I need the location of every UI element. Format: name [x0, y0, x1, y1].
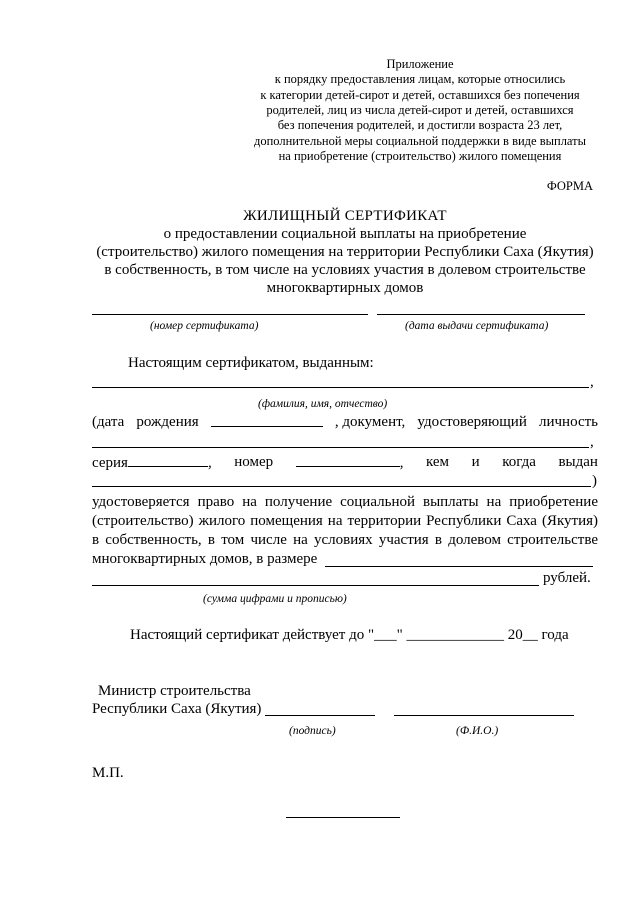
- signatory-line-2: Республики Саха (Якутия): [92, 701, 262, 717]
- series-group: [92, 454, 212, 472]
- number-label: номер: [234, 454, 274, 470]
- document-line[interactable]: [92, 447, 589, 448]
- birth-document-row: [92, 414, 598, 431]
- title-main: ЖИЛИЩНЫЙ СЕРТИФИКАТ: [243, 208, 447, 224]
- issued-by-line[interactable]: [92, 486, 591, 487]
- issued-to-text: Настоящим сертификатом, выданным:: [128, 355, 374, 371]
- birth-word-4: удостоверяющий: [417, 414, 527, 430]
- appendix-line: родителей, лиц из числа детей-сирот и детей, оставшихся: [266, 103, 574, 117]
- number-field[interactable]: [296, 454, 400, 467]
- number-comma: ,: [399, 455, 404, 471]
- signatory-line-1: Министр строительства: [98, 683, 251, 699]
- appendix-line: Приложение: [386, 57, 454, 71]
- issue-date-line[interactable]: [377, 314, 585, 315]
- title-line: многоквартирных домов: [266, 280, 424, 296]
- number-group: [296, 454, 404, 472]
- right-paragraph-line: (строительство) жилого помещения на территории Республики Саха (Якутия): [92, 513, 598, 529]
- series-number-row: [92, 454, 598, 472]
- title-line: о предоставлении социальной выплаты на приобретение: [163, 226, 527, 242]
- series-field[interactable]: [128, 454, 208, 467]
- birth-word-3: , документ,: [334, 414, 406, 430]
- cert-number-line[interactable]: [92, 314, 368, 315]
- appendix-line: на приобретение (строительство) жилого помещения: [278, 149, 562, 163]
- initials-caption: (Ф.И.О.): [456, 725, 499, 737]
- form-label: ФОРМА: [546, 179, 593, 193]
- birth-date-field[interactable]: [211, 414, 323, 427]
- issued-by-paren: ): [592, 473, 597, 489]
- birth-word-2: рождения: [136, 414, 199, 430]
- fio-caption: (фамилия, имя, отчество): [258, 398, 388, 410]
- signature-caption: (подпись): [289, 725, 336, 737]
- title-line: (строительство) жилого помещения на территории Республики Саха (Якутия): [96, 244, 594, 260]
- validity-text: Настоящий сертификат действует до "___" _____________ 20__ года: [130, 627, 569, 643]
- issued-label: выдан: [558, 454, 598, 470]
- amount-prefix: многоквартирных домов, в размере: [92, 551, 318, 567]
- appendix-line: дополнительной меры социальной поддержки в виде выплаты: [253, 134, 587, 148]
- amount-line-2[interactable]: [92, 585, 539, 586]
- fio-line[interactable]: [92, 387, 589, 388]
- document-comma: ,: [590, 434, 594, 450]
- rubles-label: рублей.: [543, 570, 591, 586]
- appendix-line: к категории детей-сирот и детей, оставшихся без попечения: [260, 88, 580, 102]
- amount-line-1[interactable]: [325, 566, 593, 567]
- and-label: и: [471, 454, 480, 470]
- issue-date-caption: (дата выдачи сертификата): [405, 320, 549, 332]
- right-paragraph-line: в собственность, в том числе на условиях участия в долевом строительстве: [92, 532, 598, 548]
- series-label: серия: [92, 455, 128, 471]
- stamp-label: М.П.: [92, 765, 124, 781]
- by-whom-label: кем: [425, 454, 450, 470]
- title-line: в собственность, в том числе на условиях участия в долевом строительстве: [104, 262, 586, 278]
- right-paragraph-line: удостоверяется право на получение социальной выплаты на приобретение: [92, 494, 598, 510]
- bottom-separator: [286, 817, 400, 818]
- initials-line[interactable]: [394, 715, 574, 716]
- when-label: когда: [502, 454, 536, 470]
- signature-line[interactable]: [265, 715, 375, 716]
- appendix-line: без попечения родителей, и достигли возраста 23 лет,: [277, 118, 563, 132]
- sum-caption: (сумма цифрами и прописью): [203, 593, 347, 605]
- cert-number-caption: (номер сертификата): [150, 320, 259, 332]
- series-comma: ,: [207, 455, 212, 471]
- fio-comma: ,: [590, 374, 594, 390]
- appendix-line: к порядку предоставления лицам, которые относились: [274, 72, 566, 86]
- birth-word-1: (дата: [92, 414, 125, 430]
- birth-word-5: личность: [538, 414, 598, 430]
